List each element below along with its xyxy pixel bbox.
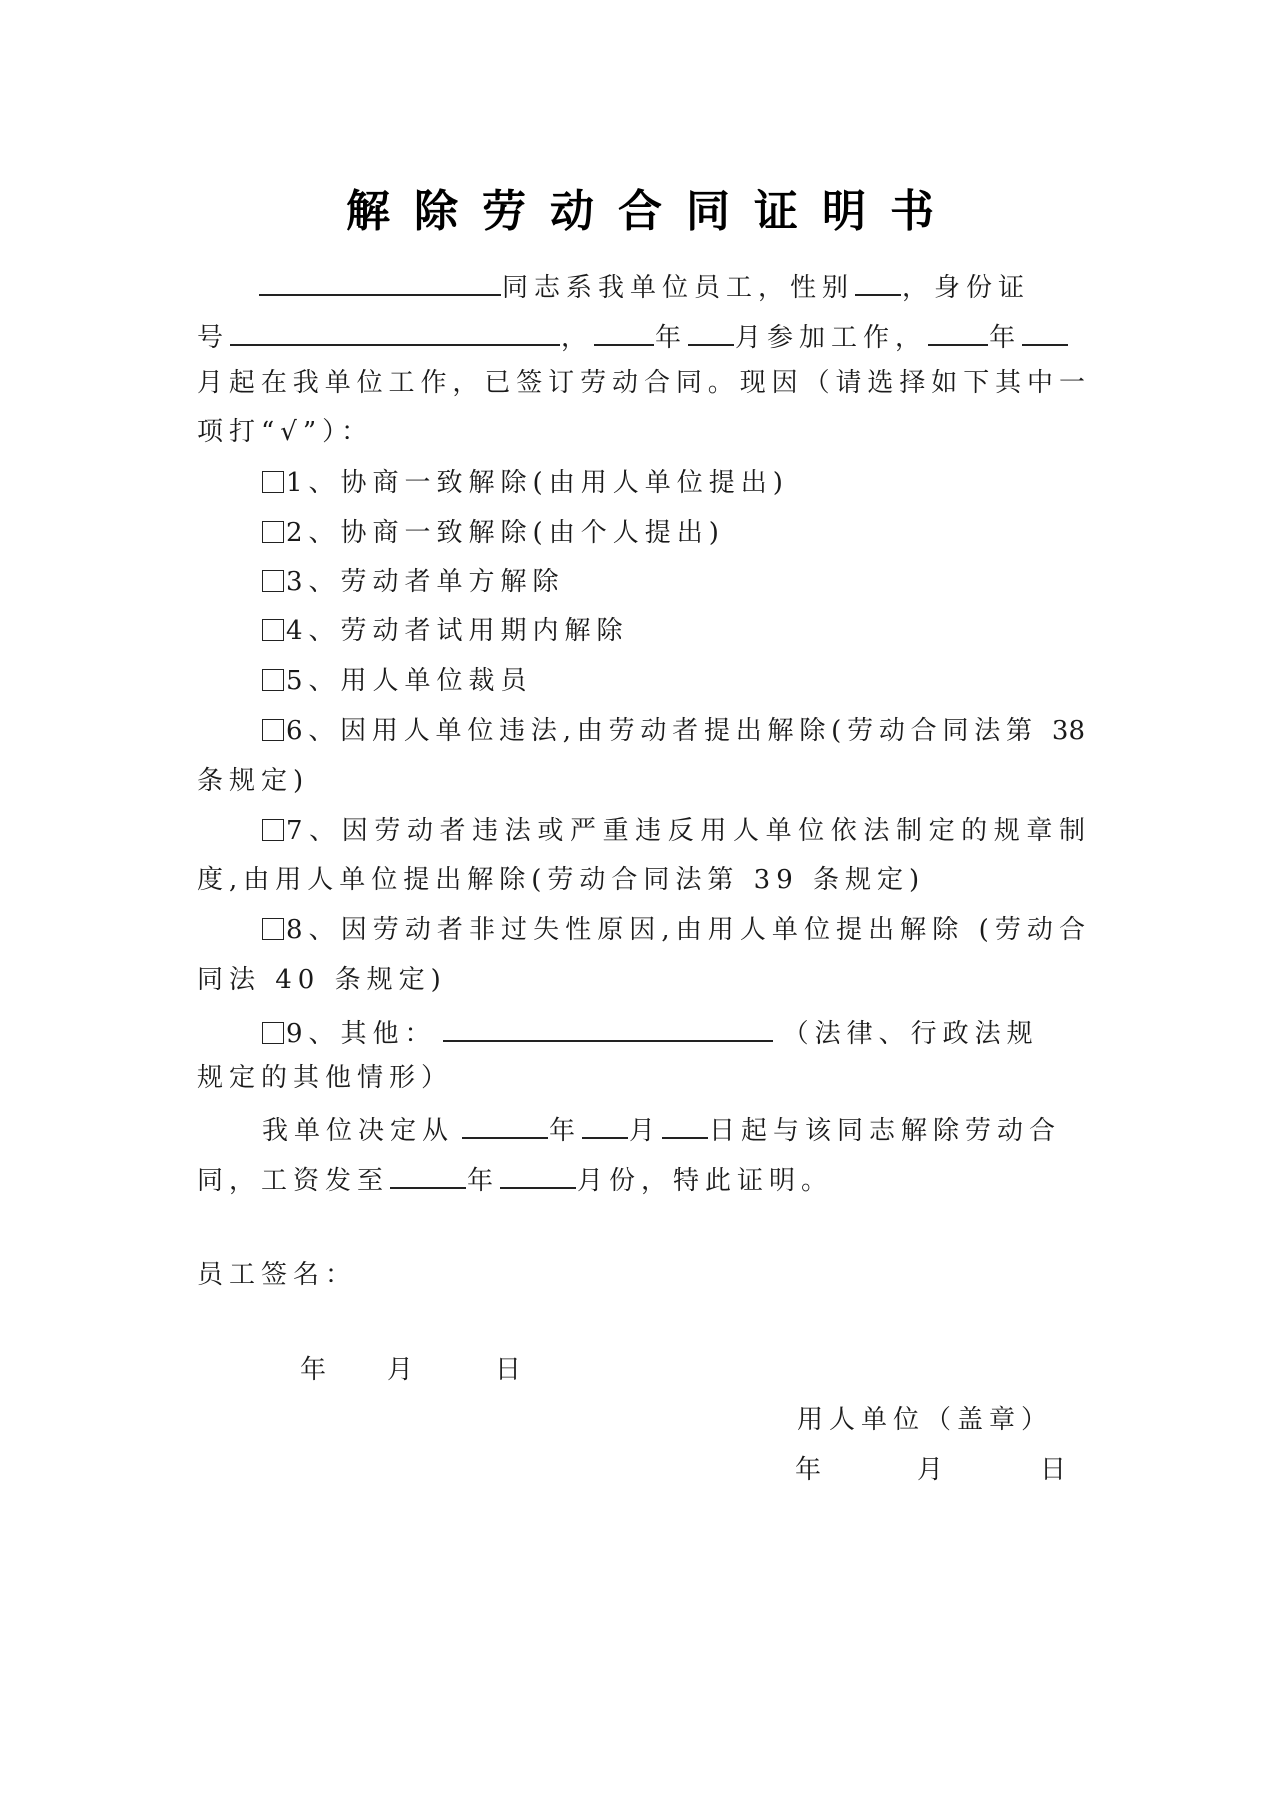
- employer-date-month: 月: [917, 1455, 944, 1485]
- option-1[interactable]: [262, 466, 789, 500]
- intro-text: ，: [561, 323, 594, 353]
- option-label: 劳动者试用期内解除: [340, 616, 629, 646]
- checkbox-icon[interactable]: [262, 570, 284, 592]
- option-label: 协商一致解除(由用人单位提出): [340, 468, 789, 498]
- employee-date-day: 日: [495, 1355, 522, 1385]
- option-8-continued: 同法 40 条规定): [197, 965, 447, 995]
- option-3[interactable]: [262, 565, 565, 599]
- intro-text: 年: [655, 323, 688, 353]
- employee-date-year: 年: [300, 1355, 327, 1385]
- option-number: 8、: [286, 915, 341, 945]
- option-number: 7、: [286, 816, 342, 846]
- employer-date-year: 年: [795, 1455, 822, 1485]
- option-number: 2、: [286, 518, 341, 548]
- intro-line-3: 月起在我单位工作，已签订劳动合同。现因（请选择如下其中一: [197, 368, 1085, 398]
- option-number: 5、: [286, 666, 341, 696]
- checkbox-icon[interactable]: [262, 719, 284, 741]
- employee-signature-label: 员工签名：: [197, 1260, 358, 1290]
- checkbox-icon[interactable]: [262, 1022, 284, 1044]
- termination-year-blank[interactable]: [462, 1111, 548, 1139]
- option-number: 9、: [286, 1019, 341, 1049]
- employee-name-blank[interactable]: [259, 268, 501, 296]
- checkbox-icon[interactable]: [262, 619, 284, 641]
- termination-month-blank[interactable]: [582, 1111, 628, 1139]
- id-number-blank[interactable]: [230, 318, 560, 346]
- option-9-continued: 规定的其他情形）: [197, 1063, 454, 1093]
- other-reason-blank[interactable]: [443, 1014, 773, 1042]
- decision-text: 年: [467, 1166, 500, 1196]
- join-year-blank[interactable]: [928, 318, 988, 346]
- option-label: 劳动者单方解除: [340, 567, 565, 597]
- intro-text: 同志系我单位员工，性别: [502, 273, 855, 303]
- option-label: 因劳动者非过失性原因,由用人单位提出解除 (劳动合: [340, 915, 1085, 945]
- intro-text: 号: [197, 323, 230, 353]
- decision-text: 年: [549, 1116, 582, 1146]
- intro-text: 年: [989, 323, 1022, 353]
- option-9[interactable]: [262, 1014, 1039, 1048]
- option-number: 4、: [286, 616, 341, 646]
- checkbox-icon[interactable]: [262, 471, 284, 493]
- decision-text: 月: [629, 1116, 662, 1146]
- termination-day-blank[interactable]: [662, 1111, 708, 1139]
- decision-line-1: [262, 1111, 1061, 1145]
- option-label: （法律、行政法规: [782, 1019, 1039, 1049]
- option-5[interactable]: [262, 664, 533, 698]
- checkbox-icon[interactable]: [262, 669, 284, 691]
- checkbox-icon[interactable]: [262, 918, 284, 940]
- option-4[interactable]: [262, 614, 629, 648]
- salary-year-blank[interactable]: [390, 1161, 466, 1189]
- decision-line-2: [197, 1161, 833, 1195]
- work-start-month-blank[interactable]: [688, 318, 734, 346]
- gender-blank[interactable]: [855, 268, 901, 296]
- option-label: 用人单位裁员: [340, 666, 533, 696]
- intro-text: 月参加工作，: [735, 323, 928, 353]
- option-label: 因劳动者违法或严重违反用人单位依法制定的规章制: [341, 816, 1085, 846]
- salary-month-blank[interactable]: [500, 1161, 576, 1189]
- decision-text: 我单位决定从: [262, 1116, 455, 1146]
- decision-text: 月份，特此证明。: [577, 1166, 834, 1196]
- option-number: 3、: [286, 567, 341, 597]
- option-label: 协商一致解除(由个人提出): [340, 518, 725, 548]
- option-7-continued: 度,由用人单位提出解除(劳动合同法第 39 条规定): [197, 865, 926, 895]
- option-label: 其他：: [340, 1019, 437, 1049]
- work-start-year-blank[interactable]: [594, 318, 654, 346]
- option-7[interactable]: [262, 814, 1085, 848]
- join-month-blank[interactable]: [1022, 318, 1068, 346]
- intro-text: ，身份证: [902, 273, 1031, 303]
- option-8[interactable]: [262, 913, 1085, 947]
- option-6[interactable]: [262, 714, 1085, 748]
- option-number: 1、: [286, 468, 341, 498]
- option-label: 因用人单位违法,由劳动者提出解除(劳动合同法第 38: [340, 716, 1085, 746]
- employee-date-month: 月: [387, 1355, 414, 1385]
- employer-date-day: 日: [1040, 1455, 1067, 1485]
- intro-line-4: 项打“√”）：: [197, 417, 374, 447]
- decision-text: 日起与该同志解除劳动合: [709, 1116, 1062, 1146]
- document-title: 解除劳动合同证明书: [346, 186, 958, 237]
- option-number: 6、: [286, 716, 341, 746]
- option-2[interactable]: [262, 516, 725, 550]
- option-6-continued: 条规定): [197, 766, 310, 796]
- decision-text: 同，工资发至: [197, 1166, 390, 1196]
- intro-line-1: [197, 268, 1030, 302]
- checkbox-icon[interactable]: [262, 819, 284, 841]
- intro-line-2: [197, 318, 1069, 352]
- employer-seal-label: 用人单位（盖章）: [797, 1405, 1054, 1435]
- checkbox-icon[interactable]: [262, 521, 284, 543]
